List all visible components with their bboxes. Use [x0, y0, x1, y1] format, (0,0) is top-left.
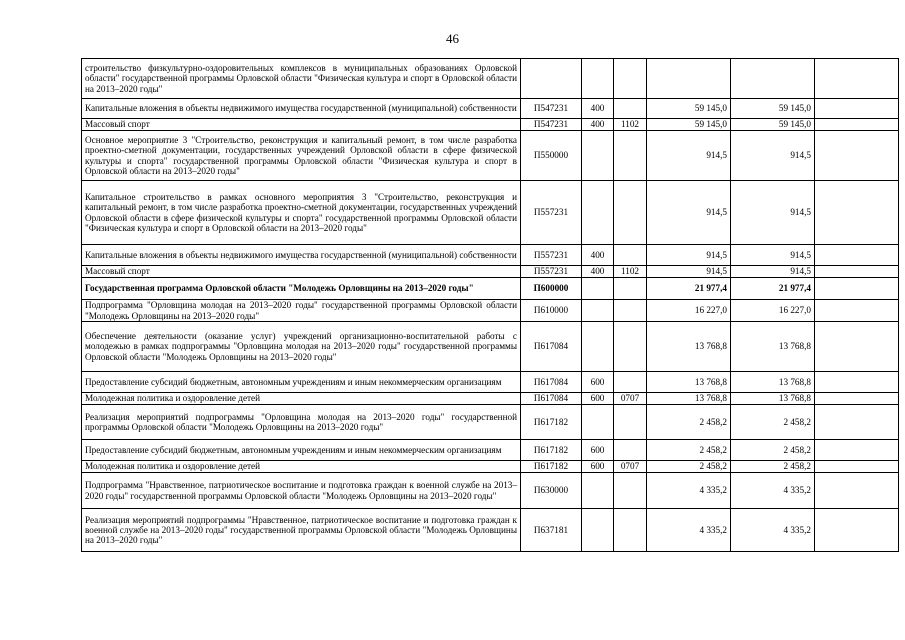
table-cell-section — [614, 372, 647, 393]
table-cell-name: Капитальные вложения в объекты недвижимого имущества государственной (муниципальной) собственности — [82, 245, 521, 266]
table-cell-code: П557231 — [521, 245, 582, 266]
table-cell-amount-1: 914,5 — [647, 131, 731, 181]
table-cell-amount-1: 914,5 — [647, 245, 731, 266]
table-cell-amount-1: 16 227,0 — [647, 300, 731, 322]
table-cell-empty — [815, 266, 899, 278]
table-cell-code: П617084 — [521, 372, 582, 393]
table-cell-code: П637181 — [521, 509, 582, 552]
table-cell-code: П557231 — [521, 266, 582, 278]
table-cell-section — [614, 131, 647, 181]
table-cell-section — [614, 181, 647, 245]
table-cell-empty — [815, 372, 899, 393]
table-cell-amount-1: 59 145,0 — [647, 119, 731, 131]
table-cell-empty — [815, 245, 899, 266]
table-cell-expense-type: 400 — [582, 266, 614, 278]
table-cell-section — [614, 99, 647, 119]
table-cell-empty — [815, 59, 899, 99]
table-cell-name: Подпрограмма "Орловщина молодая на 2013–2020 годы" государственной программы Орловской области "Молодежь Орловщины на 2013–2020 годы" — [82, 300, 521, 322]
table-cell-expense-type — [582, 322, 614, 372]
table-cell-code — [521, 59, 582, 99]
table-row — [82, 278, 899, 300]
table-row — [82, 119, 899, 131]
table-cell-amount-2: 4 335,2 — [731, 473, 815, 509]
table-cell-code: П617084 — [521, 322, 582, 372]
table-cell-empty — [815, 461, 899, 473]
table-cell-amount-2 — [731, 59, 815, 99]
table-cell-section — [614, 440, 647, 461]
table-row — [82, 300, 899, 322]
table-row — [82, 181, 899, 245]
table-cell-amount-1: 13 768,8 — [647, 372, 731, 393]
table-cell-amount-2: 2 458,2 — [731, 440, 815, 461]
table-cell-amount-1: 59 145,0 — [647, 99, 731, 119]
table-cell-amount-1 — [647, 59, 731, 99]
table-cell-amount-1: 2 458,2 — [647, 440, 731, 461]
table-cell-amount-2: 16 227,0 — [731, 300, 815, 322]
page-number: 46 — [446, 31, 459, 46]
table-row — [82, 99, 899, 119]
table-cell-empty — [815, 300, 899, 322]
table-cell-amount-2: 2 458,2 — [731, 405, 815, 440]
budget-table — [81, 58, 899, 552]
table-cell-name: Молодежная политика и оздоровление детей — [82, 461, 521, 473]
table-cell-name: Капитальное строительство в рамках основного мероприятия 3 "Строительство, реконструкция и капитальный ремонт, в том числе разработка проектно-сметной документации, государственных учреждений Орловской области в сфере физической культуры и спорта" государственной программы Орловской области "Физическая культура и спорт в Орловской области на 2013–2020 годы" — [82, 181, 521, 245]
table-row — [82, 266, 899, 278]
table-cell-expense-type — [582, 59, 614, 99]
table-cell-expense-type — [582, 405, 614, 440]
table-cell-name: Реализация мероприятий подпрограммы "Орловщина молодая на 2013–2020 годы" государственной программы Орловской области "Молодежь Орловщины на 2013–2020 годы" — [82, 405, 521, 440]
table-cell-amount-2: 914,5 — [731, 245, 815, 266]
table-cell-amount-1: 13 768,8 — [647, 322, 731, 372]
table-cell-name: Государственная программа Орловской области "Молодежь Орловщины на 2013–2020 годы" — [82, 278, 521, 300]
table-cell-amount-2: 4 335,2 — [731, 509, 815, 552]
table-row — [82, 372, 899, 393]
table-cell-code: П550000 — [521, 131, 582, 181]
table-cell-expense-type: 400 — [582, 99, 614, 119]
table-cell-code: П610000 — [521, 300, 582, 322]
table-cell-amount-2: 13 768,8 — [731, 372, 815, 393]
table-cell-section — [614, 245, 647, 266]
table-cell-empty — [815, 440, 899, 461]
table-cell-expense-type: 400 — [582, 245, 614, 266]
table-cell-amount-2: 914,5 — [731, 266, 815, 278]
table-cell-expense-type — [582, 181, 614, 245]
table-cell-empty — [815, 131, 899, 181]
table-cell-amount-1: 21 977,4 — [647, 278, 731, 300]
table-cell-code: П617182 — [521, 440, 582, 461]
table-cell-section — [614, 300, 647, 322]
table-cell-amount-2: 59 145,0 — [731, 119, 815, 131]
table-cell-empty — [815, 509, 899, 552]
table-cell-amount-2: 914,5 — [731, 181, 815, 245]
table-cell-amount-2: 914,5 — [731, 131, 815, 181]
table-row — [82, 59, 899, 99]
table-cell-empty — [815, 181, 899, 245]
table-cell-section — [614, 509, 647, 552]
table-cell-empty — [815, 393, 899, 405]
table-row — [82, 245, 899, 266]
table-cell-amount-1: 2 458,2 — [647, 405, 731, 440]
table-cell-amount-1: 13 768,8 — [647, 393, 731, 405]
table-cell-expense-type — [582, 509, 614, 552]
table-cell-section — [614, 473, 647, 509]
table-cell-name: Подпрограмма "Нравственное, патриотическое воспитание и подготовка граждан к военной службе на 2013–2020 годы" государственной программы Орловской области "Молодежь Орловщины на 2013–2020 годы" — [82, 473, 521, 509]
table-cell-empty — [815, 119, 899, 131]
table-cell-amount-2: 13 768,8 — [731, 393, 815, 405]
table-cell-code: П547231 — [521, 99, 582, 119]
table-cell-section: 1102 — [614, 266, 647, 278]
table-cell-code: П617182 — [521, 461, 582, 473]
table-cell-name: Капитальные вложения в объекты недвижимого имущества государственной (муниципальной) собственности — [82, 99, 521, 119]
table-cell-section: 1102 — [614, 119, 647, 131]
table-cell-code: П547231 — [521, 119, 582, 131]
table-row — [82, 322, 899, 372]
table-cell-code: П617084 — [521, 393, 582, 405]
table-cell-amount-1: 914,5 — [647, 181, 731, 245]
table-cell-expense-type — [582, 131, 614, 181]
table-row — [82, 473, 899, 509]
table-cell-expense-type: 400 — [582, 119, 614, 131]
table-cell-section: 0707 — [614, 393, 647, 405]
table-row — [82, 440, 899, 461]
table-cell-amount-1: 2 458,2 — [647, 461, 731, 473]
table-cell-expense-type — [582, 473, 614, 509]
table-cell-amount-2: 13 768,8 — [731, 322, 815, 372]
table-cell-expense-type: 600 — [582, 372, 614, 393]
table-cell-empty — [815, 405, 899, 440]
table-cell-name: Основное мероприятие 3 "Строительство, реконструкция и капитальный ремонт, в том числе разработка проектно-сметной документации, государственных учреждений Орловской области в сфере физической культуры и спорта" государственной программы Орловской области "Физическая культура и спорт в Орловской области на 2013–2020 годы" — [82, 131, 521, 181]
table-row — [82, 461, 899, 473]
table-cell-expense-type — [582, 300, 614, 322]
table-cell-section — [614, 322, 647, 372]
table-cell-name: Реализация мероприятий подпрограммы "Нравственное, патриотическое воспитание и подготовка граждан к военной службе на 2013–2020 годы" государственной программы Орловской области "Молодежь Орловщины на 2013–2020 годы" — [82, 509, 521, 552]
table-row — [82, 393, 899, 405]
table-cell-name: Массовый спорт — [82, 119, 521, 131]
table-row — [82, 405, 899, 440]
table-cell-empty — [815, 99, 899, 119]
table-cell-name: строительство физкультурно-оздоровительных комплексов в муниципальных образованиях Орловской области" государственной программы Орловской области "Физическая культура и спорт в Орловской области на 2013–2020 годы" — [82, 59, 521, 99]
table-cell-amount-2: 2 458,2 — [731, 461, 815, 473]
budget-table-body — [82, 59, 899, 552]
table-cell-expense-type — [582, 278, 614, 300]
table-row — [82, 509, 899, 552]
table-cell-empty — [815, 473, 899, 509]
table-cell-expense-type: 600 — [582, 393, 614, 405]
table-cell-section — [614, 278, 647, 300]
table-cell-code: П557231 — [521, 181, 582, 245]
table-cell-name: Молодежная политика и оздоровление детей — [82, 393, 521, 405]
table-cell-name: Предоставление субсидий бюджетным, автономным учреждениям и иным некоммерческим организациям — [82, 440, 521, 461]
table-cell-empty — [815, 278, 899, 300]
table-cell-amount-2: 59 145,0 — [731, 99, 815, 119]
table-cell-expense-type: 600 — [582, 461, 614, 473]
table-cell-section — [614, 405, 647, 440]
table-row — [82, 131, 899, 181]
table-cell-code: П617182 — [521, 405, 582, 440]
table-cell-amount-1: 4 335,2 — [647, 473, 731, 509]
table-cell-empty — [815, 322, 899, 372]
table-cell-name: Предоставление субсидий бюджетным, автономным учреждениям и иным некоммерческим организациям — [82, 372, 521, 393]
table-cell-expense-type: 600 — [582, 440, 614, 461]
table-cell-code: П630000 — [521, 473, 582, 509]
table-cell-code: П600000 — [521, 278, 582, 300]
table-cell-amount-1: 4 335,2 — [647, 509, 731, 552]
table-cell-section: 0707 — [614, 461, 647, 473]
table-cell-amount-2: 21 977,4 — [731, 278, 815, 300]
table-cell-name: Массовый спорт — [82, 266, 521, 278]
table-cell-section — [614, 59, 647, 99]
table-cell-name: Обеспечение деятельности (оказание услуг) учреждений организационно-воспитательной работы с молодежью в рамках подпрограммы "Орловщина молодая на 2013–2020 годы" государственной программы Орловской области "Молодежь Орловщины на 2013–2020 годы" — [82, 322, 521, 372]
table-cell-amount-1: 914,5 — [647, 266, 731, 278]
